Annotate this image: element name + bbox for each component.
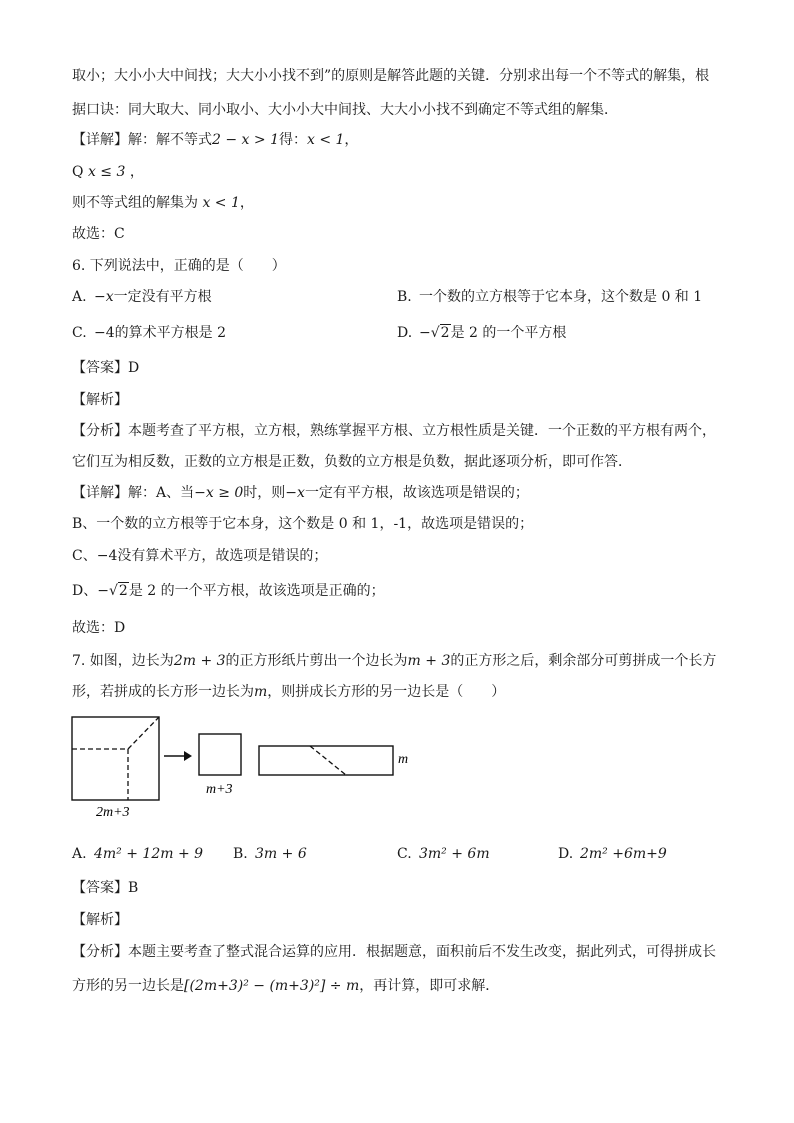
question-stem xyxy=(72,682,505,702)
option-b xyxy=(397,287,702,307)
math-inequality: x < 1 xyxy=(306,132,345,148)
sqrt-expression xyxy=(431,323,451,343)
answer-line xyxy=(72,358,139,378)
text: 7. 如图，边长为 xyxy=(72,653,174,669)
answer-value: B xyxy=(128,880,139,896)
option-label: A. xyxy=(72,846,87,862)
analysis-tag: 【解析】 xyxy=(72,392,128,408)
math-expression: −x xyxy=(285,485,305,501)
small-square xyxy=(199,734,241,775)
analysis-line xyxy=(72,421,716,441)
math-expression: −4 xyxy=(94,325,115,341)
radicand: 2 xyxy=(118,583,128,599)
option-label: A. xyxy=(72,289,87,305)
option-math: 2m² +6m+9 xyxy=(580,846,667,862)
option-math: 3m² + 6m xyxy=(419,846,490,862)
math-expression: −x xyxy=(94,289,114,305)
text: 形，若拼成的长方形一边长为 xyxy=(72,684,254,700)
fenxi-tag: 【分析】 xyxy=(72,423,128,439)
paragraph-line: 取小；大小小大中间找；大大小小找不到”的原则是解答此题的关键．分别求出每一个不等式的解集，根 xyxy=(72,68,710,84)
math-expression: m + 3 xyxy=(407,653,451,669)
math-minus: − xyxy=(97,583,109,599)
text: 则不等式组的解集为 xyxy=(72,195,203,211)
text: D、 xyxy=(72,583,98,599)
arrow-right-icon xyxy=(184,751,192,761)
math-inequality: x < 1 xyxy=(202,195,240,211)
text: 时，则 xyxy=(243,485,286,501)
text: Q xyxy=(72,164,88,180)
option-label: C. xyxy=(72,325,87,341)
detail-tag: 【详解】 xyxy=(72,132,128,148)
paragraph-line: 据口诀：同大取大、同小取小、大小小大中间找、大大小小找不到确定不等式组的解集． xyxy=(72,102,618,118)
question-stem: 6. 下列说法中，正确的是（ ） xyxy=(72,258,286,274)
analysis-line xyxy=(72,942,716,962)
analysis-line xyxy=(72,976,499,996)
cut-line-diagonal xyxy=(128,717,159,749)
option-c xyxy=(397,844,490,864)
radical-icon: √ xyxy=(430,325,440,341)
text: ，则拼成长方形的另一边长是（ ） xyxy=(267,684,506,700)
option-text: 一个数的立方根等于它本身，这个数是 0 和 1 xyxy=(419,289,703,305)
option-text: 的算术平方根是 2 xyxy=(114,325,226,341)
math-expression: 2m + 3 xyxy=(173,653,226,669)
detail-line xyxy=(72,483,529,503)
math-inequality: −x ≥ 0 xyxy=(194,485,244,501)
detail-line xyxy=(72,581,385,601)
text: 本题考查了平方根，立方根，熟练掌握平方根、立方根性质是关键．一个正数的平方根有两个， xyxy=(128,423,716,439)
option-math: 4m² + 12m + 9 xyxy=(94,846,204,862)
rectangle-side-label: m xyxy=(398,752,409,767)
text: 的正方形纸片剪出一个边长为 xyxy=(225,653,408,669)
option-math: 3m + 6 xyxy=(255,846,307,862)
math-inequality: 2 − x > 1 xyxy=(212,132,279,148)
math-expression: −4 xyxy=(96,548,118,564)
analysis-line: 它们互为相反数，正数的立方根是正数，负数的立方根是负数，据此逐项分析，即可作答． xyxy=(72,454,632,470)
detail-line: B、一个数的立方根等于它本身，这个数是 0 和 1，-1，故选项是错误的； xyxy=(72,516,534,532)
radical-icon: √ xyxy=(108,583,118,599)
option-c xyxy=(72,323,226,343)
text: 得： xyxy=(278,132,307,148)
text: 是 2 的一个平方根，故该选项是正确的； xyxy=(128,583,385,599)
option-b xyxy=(233,844,307,864)
big-square xyxy=(72,717,159,800)
option-d xyxy=(558,844,667,864)
choose-line: 故选：C xyxy=(72,226,125,242)
text: 的正方形之后，剩余部分可剪拼成一个长方 xyxy=(450,653,717,669)
option-label: B. xyxy=(233,846,248,862)
math-expression: [(2m+3)² − (m+3)²] ÷ m xyxy=(184,978,360,994)
option-text: 一定没有平方根 xyxy=(113,289,212,305)
option-label: C. xyxy=(397,846,412,862)
option-a xyxy=(72,844,203,864)
math-expression: m xyxy=(254,684,268,700)
text: 一定有平方根，故该选项是错误的； xyxy=(304,485,529,501)
radicand: 2 xyxy=(440,325,450,341)
sqrt-expression xyxy=(109,581,129,601)
detail-line xyxy=(72,162,144,182)
rectangle-seam xyxy=(310,746,346,775)
text: 本题主要考查了整式混合运算的应用．根据题意，面积前后不发生改变，据此列式，可得拼成长 xyxy=(128,944,716,960)
text: 没有算术平方，故选项是错误的； xyxy=(117,548,328,564)
analysis-tag: 【解析】 xyxy=(72,912,128,928)
option-label: D. xyxy=(397,325,413,341)
detail-tag: 【详解】 xyxy=(72,485,128,501)
question-stem xyxy=(72,651,716,671)
text: C、 xyxy=(72,548,97,564)
answer-line xyxy=(72,878,138,898)
text: ， xyxy=(344,132,359,148)
option-a xyxy=(72,287,212,307)
text: ， xyxy=(239,195,254,211)
option-label: D. xyxy=(558,846,574,862)
answer-tag: 【答案】 xyxy=(72,360,128,376)
big-square-label: 2m+3 xyxy=(96,805,130,820)
small-square-label: m+3 xyxy=(206,782,233,797)
fenxi-tag: 【分析】 xyxy=(72,944,128,960)
text: 方形的另一边长是 xyxy=(72,978,184,994)
detail-line xyxy=(72,193,254,213)
text: ， xyxy=(125,164,144,180)
text: ，再计算，即可求解． xyxy=(359,978,500,994)
choose-line: 故选：D xyxy=(72,620,126,636)
option-label: B. xyxy=(397,289,412,305)
math-minus: − xyxy=(419,325,431,341)
detail-line xyxy=(72,546,327,566)
math-inequality: x ≤ 3 xyxy=(87,164,126,180)
text: 解：A、当 xyxy=(128,485,195,501)
answer-tag: 【答案】 xyxy=(72,880,128,896)
option-text: 是 2 的一个平方根 xyxy=(450,325,567,341)
detail-line xyxy=(72,130,358,150)
text: 解：解不等式 xyxy=(128,132,212,148)
result-rectangle xyxy=(259,746,393,775)
answer-value: D xyxy=(128,360,140,376)
option-d xyxy=(397,323,566,343)
square-cut-figure xyxy=(60,708,440,833)
